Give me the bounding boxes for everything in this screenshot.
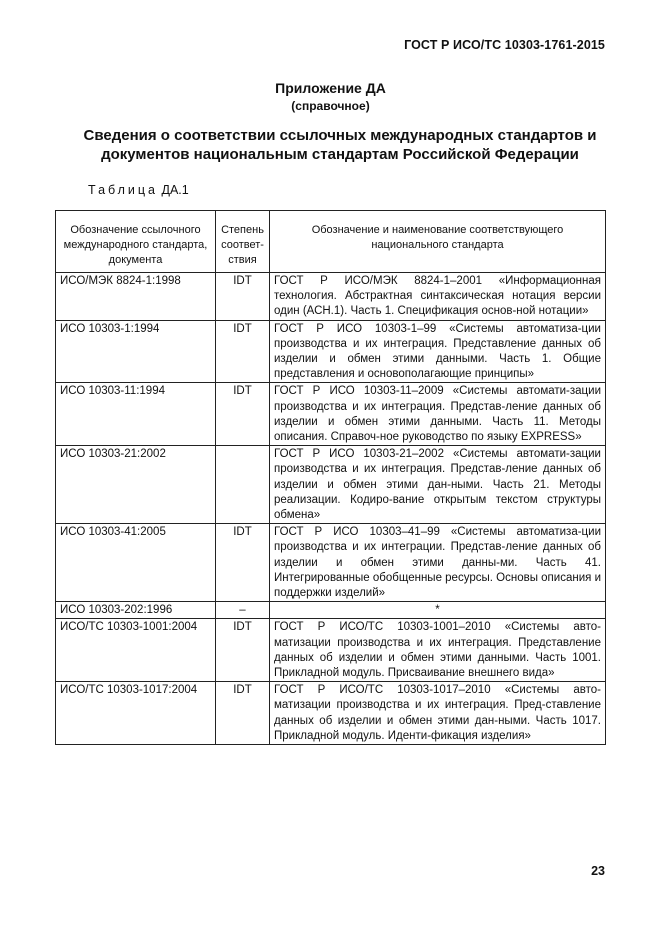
cell-designation: ИСО 10303-1:1994	[56, 320, 216, 383]
header-designation: Обозначение ссылочного международного стандарта, документа	[56, 211, 216, 273]
cell-national-standard: ГОСТ Р ИСО 10303-11–2009 «Системы автомати-зации производства и их интеграция. Представ-ление данных об изделии и обмен этими данными. Часть 11. Методы описания. Справоч-ное руководство по языку EXPRESS»	[270, 383, 606, 446]
section-heading-line-1: Сведения о соответствии ссылочных международных стандартов и	[83, 127, 597, 144]
cell-national-standard: ГОСТ Р ИСО 10303–41–99 «Системы автоматиза-ции производства и их интеграции. Представ-ление данных об изделии и обмен этими данны-ми. Часть 41. Интегрированные обобщенные ресурсы. Основы описания и поддержки изделий»	[270, 524, 606, 602]
page-number: 23	[591, 864, 605, 878]
cell-national-standard: ГОСТ Р ИСО/МЭК 8824-1–2001 «Информационная технология. Абстрактная синтаксическая нотация версии один (АСН.1). Часть 1. Спецификация основ-ной нотации»	[270, 273, 606, 321]
section-heading-line-2: документов национальным стандартам Российской Федерации	[101, 146, 579, 163]
table-row	[56, 446, 606, 524]
cell-designation: ИСО 10303-11:1994	[56, 383, 216, 446]
cell-degree: IDT	[216, 524, 270, 602]
header-national-standard: Обозначение и наименование соответствующего национального стандарта	[270, 211, 606, 273]
section-heading	[40, 126, 640, 164]
table-row	[56, 273, 606, 321]
cell-degree: IDT	[216, 273, 270, 321]
table-row	[56, 383, 606, 446]
cell-degree: IDT	[216, 320, 270, 383]
cell-national-standard: ГОСТ Р ИСО/ТС 10303-1001–2010 «Системы авто-матизации производства и их интеграция. Представление данных об изделии и обмен этими данными. Часть 1001. Прикладной модуль. Присваивание внешнего вида»	[270, 619, 606, 682]
table-row	[56, 524, 606, 602]
cell-degree: IDT	[216, 682, 270, 745]
appendix-subtitle: (справочное)	[291, 99, 370, 113]
table-row	[56, 602, 606, 619]
table-row	[56, 320, 606, 383]
cell-national-standard: ГОСТ Р ИСО 10303-21–2002 «Системы автомати-зации производства и их интеграция. Представ-ление данных об изделии и обмен этими дан-ными. Часть 21. Методы реализации. Кодиро-вание открытым текстом структуры обмена»	[270, 446, 606, 524]
table-row	[56, 619, 606, 682]
table-caption-number: ДА.1	[161, 183, 189, 197]
cell-national-standard: *	[270, 602, 606, 619]
table-caption-word: Таблица	[88, 183, 159, 197]
cell-designation: ИСО 10303-202:1996	[56, 602, 216, 619]
table-header-row	[56, 211, 606, 273]
cell-national-standard: ГОСТ Р ИСО/ТС 10303-1017–2010 «Системы авто-матизации производства и их интеграция. Пред-ставление данных об изделии и обмен этими дан-ными. Часть 1017. Прикладной модуль. Иденти-фикация изделия»	[270, 682, 606, 745]
cell-designation: ИСО 10303-21:2002	[56, 446, 216, 524]
cell-designation: ИСО/МЭК 8824-1:1998	[56, 273, 216, 321]
table-caption	[88, 183, 189, 197]
header-degree: Степень соответ-ствия	[216, 211, 270, 273]
cell-degree	[216, 446, 270, 524]
cell-designation: ИСО/ТС 10303-1017:2004	[56, 682, 216, 745]
cell-designation: ИСО/ТС 10303-1001:2004	[56, 619, 216, 682]
document-code: ГОСТ Р ИСО/ТС 10303-1761-2015	[404, 38, 605, 52]
table-row	[56, 682, 606, 745]
cell-degree: –	[216, 602, 270, 619]
cell-national-standard: ГОСТ Р ИСО 10303-1–99 «Системы автоматиза-ции производства и их интеграция. Представление данных об изделии и обмен этими данными. Часть 1. Общие представления и основополагающие принципы»	[270, 320, 606, 383]
cell-designation: ИСО 10303-41:2005	[56, 524, 216, 602]
cell-degree: IDT	[216, 619, 270, 682]
standards-table	[55, 210, 606, 745]
appendix-title: Приложение ДА	[275, 80, 386, 96]
cell-degree: IDT	[216, 383, 270, 446]
